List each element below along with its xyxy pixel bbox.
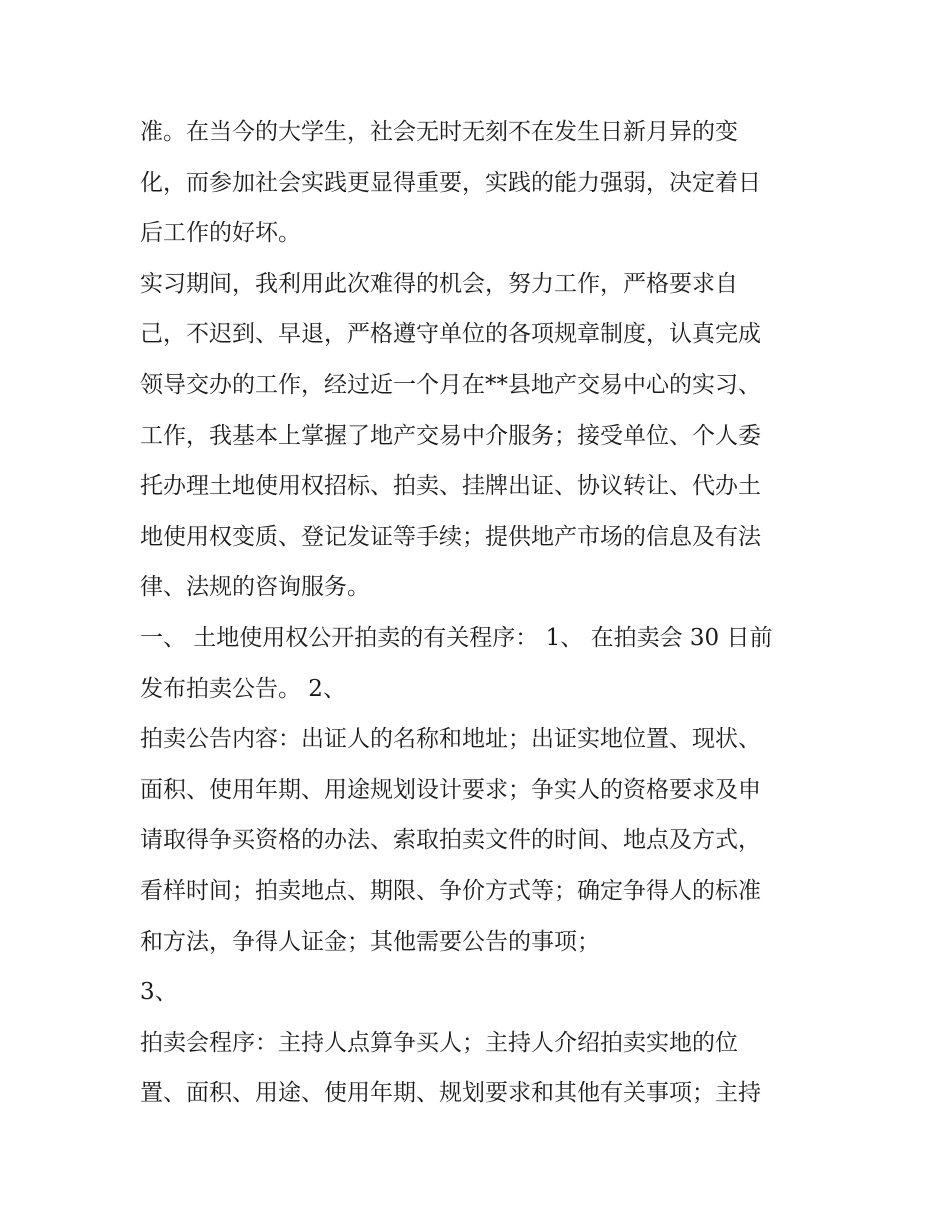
text-line: 后工作的好坏。 [140, 220, 301, 247]
body-text [140, 107, 820, 1119]
text-line: 托办理土地使用权招标、拍卖、挂牌出证、协议转让、代办土 [140, 473, 761, 500]
text-line: 拍卖会程序：主持人点算争买人；主持人介绍拍卖实地的位 [140, 1029, 738, 1056]
text-line: 看样时间；拍卖地点、期限、争价方式等；确定争得人的标准 [140, 877, 761, 904]
text-line: 工作，我基本上掌握了地产交易中介服务；接受单位、个人委 [140, 422, 761, 449]
text-line: 化，而参加社会实践更显得重要，实践的能力强弱，决定着日 [140, 169, 761, 196]
text-line: 请取得争买资格的办法、索取拍卖文件的时间、地点及方式， [140, 827, 761, 854]
text-line: 律、法规的咨询服务。 [140, 574, 370, 601]
text-line: 面积、使用年期、用途规划设计要求；争实人的资格要求及申 [140, 776, 761, 803]
text-line: 3、 [140, 979, 178, 1006]
text-line: 和方法，争得人证金；其他需要公告的事项； [140, 928, 600, 955]
text-line: 一、 土地使用权公开拍卖的有关程序： 1、 在拍卖会 30 日前 [140, 624, 773, 651]
text-line: 发布拍卖公告。 2、 [140, 675, 346, 702]
text-line: 实习期间，我利用此次难得的机会，努力工作，严格要求自 [140, 270, 738, 297]
text-line: 置、面积、用途、使用年期、规划要求和其他有关事项；主持 [140, 1080, 761, 1107]
text-line: 准。在当今的大学生，社会无时无刻不在发生日新月异的变 [140, 119, 738, 145]
text-line: 地使用权变质、登记发证等手续；提供地产市场的信息及有法 [140, 523, 761, 550]
text-line: 己，不迟到、早退，严格遵守单位的各项规章制度，认真完成 [140, 321, 761, 348]
text-line: 拍卖公告内容：出证人的名称和地址；出证实地位置、现状、 [140, 726, 761, 753]
text-line: 领导交办的工作，经过近一个月在**县地产交易中心的实习、 [140, 371, 761, 398]
